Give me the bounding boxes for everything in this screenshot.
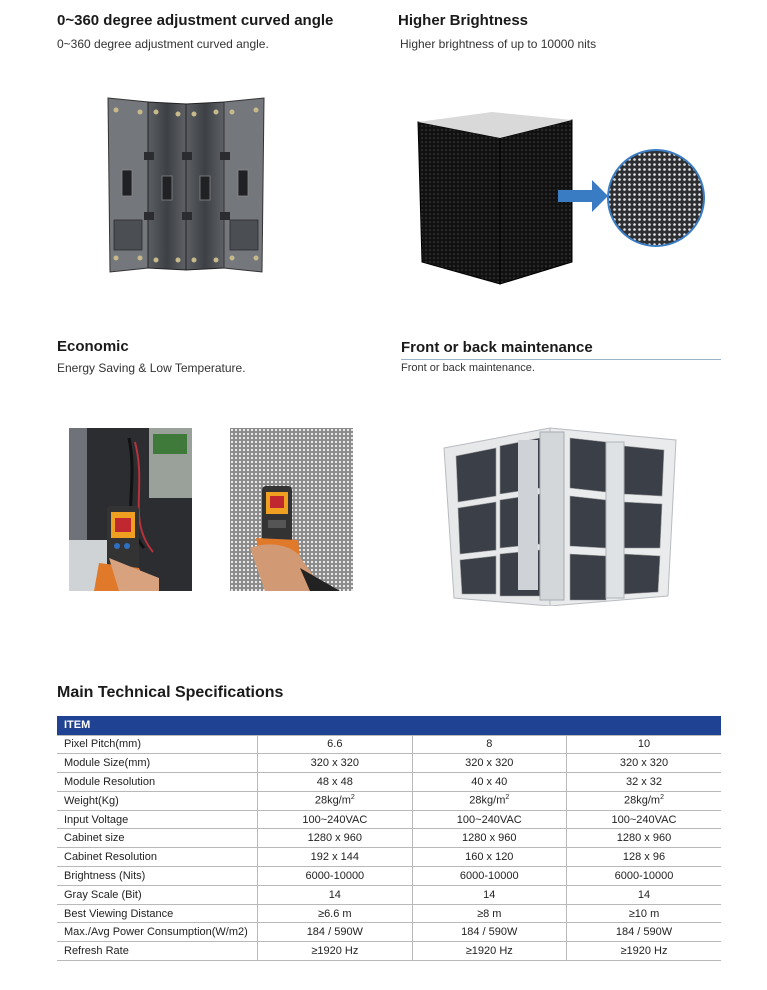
spec-row xyxy=(57,923,721,942)
spec-title: Main Technical Specifications xyxy=(57,684,284,701)
spec-row-value xyxy=(567,735,722,754)
curved-title: 0~360 degree adjustment curved angle xyxy=(57,12,334,29)
spec-row xyxy=(57,829,721,848)
spec-value-text: ≥8 m xyxy=(477,907,502,920)
spec-value-text: 128 x 96 xyxy=(622,851,666,864)
spec-row xyxy=(57,735,721,754)
spec-row-label: Module Size(mm) xyxy=(57,754,258,773)
spec-value-text: 10 xyxy=(637,738,651,751)
spec-value-text: ≥1920 Hz xyxy=(465,945,513,958)
spec-row-value xyxy=(258,754,412,773)
spec-row xyxy=(57,810,721,829)
spec-row-label: Gray Scale (Bit) xyxy=(57,885,258,904)
thermometer-photo-screen xyxy=(230,428,353,591)
spec-value-text: 6000-10000 xyxy=(459,869,519,882)
spec-value-text: ≥1920 Hz xyxy=(311,945,359,958)
brightness-title: Higher Brightness xyxy=(398,12,529,29)
economic-desc: Energy Saving & Low Temperature. xyxy=(57,361,246,375)
maintenance-desc: Front or back maintenance. xyxy=(401,362,535,374)
spec-row-value xyxy=(567,867,722,886)
spec-row-label: Best Viewing Distance xyxy=(57,904,258,923)
spec-row-value xyxy=(567,923,722,942)
spec-value-text: 14 xyxy=(483,888,496,901)
spec-row-value xyxy=(412,810,566,829)
spec-row-label: Max./Avg Power Consumption(W/m2) xyxy=(57,923,258,942)
spec-row-value xyxy=(567,829,722,848)
spec-row-value xyxy=(412,885,566,904)
spec-table xyxy=(57,716,721,961)
spec-row-value xyxy=(567,773,722,792)
spec-value-superscript: 2 xyxy=(505,794,510,802)
spec-row xyxy=(57,885,721,904)
spec-row xyxy=(57,904,721,923)
spec-row-value xyxy=(412,829,566,848)
curved-module-image xyxy=(100,92,272,278)
spec-value-text: 28kg/m xyxy=(469,795,506,808)
spec-value-text: ≥10 m xyxy=(628,907,660,920)
maintenance-cabinet-image xyxy=(440,420,680,606)
spec-row-value xyxy=(258,848,412,867)
spec-value-text: 1280 x 960 xyxy=(616,832,672,845)
spec-value-superscript: 2 xyxy=(350,794,355,802)
spec-value-text: 100~240VAC xyxy=(302,813,368,826)
spec-row xyxy=(57,754,721,773)
curved-desc: 0~360 degree adjustment curved angle. xyxy=(57,37,269,51)
economic-title: Economic xyxy=(57,338,129,355)
spec-value-text: 14 xyxy=(328,888,341,901)
thermometer-photo-cabinet xyxy=(69,428,192,591)
maintenance-underline xyxy=(401,359,721,360)
spec-row-value xyxy=(412,791,566,810)
spec-row-value xyxy=(412,923,566,942)
spec-row-value xyxy=(258,735,412,754)
spec-row xyxy=(57,773,721,792)
spec-row-value xyxy=(412,754,566,773)
spec-value-text: 100~240VAC xyxy=(456,813,522,826)
spec-row-label: Refresh Rate xyxy=(57,942,258,961)
spec-row-value xyxy=(567,942,722,961)
spec-row-value xyxy=(258,810,412,829)
spec-value-text: ≥1920 Hz xyxy=(620,945,668,958)
spec-row-value xyxy=(258,923,412,942)
spec-value-text: 184 / 590W xyxy=(306,926,363,939)
spec-row-value xyxy=(258,829,412,848)
spec-value-text: 40 x 40 xyxy=(471,775,508,788)
spec-row-value xyxy=(258,942,412,961)
spec-value-text: 6000-10000 xyxy=(305,869,365,882)
spec-value-text: 1280 x 960 xyxy=(462,832,517,845)
spec-value-text: 160 x 120 xyxy=(465,851,514,864)
maintenance-title: Front or back maintenance xyxy=(401,339,593,356)
spec-row-value xyxy=(258,904,412,923)
spec-row-label: Input Voltage xyxy=(57,810,258,829)
spec-value-text: 1280 x 960 xyxy=(307,832,363,845)
spec-row-label: Pixel Pitch(mm) xyxy=(57,735,258,754)
spec-row-value xyxy=(412,773,566,792)
spec-value-text: 28kg/m xyxy=(624,795,661,808)
brightness-cube-image xyxy=(412,112,712,288)
spec-row xyxy=(57,791,721,810)
spec-value-text: 28kg/m xyxy=(314,795,351,808)
spec-value-text: 100~240VAC xyxy=(611,813,677,826)
spec-value-text: ≥6.6 m xyxy=(318,907,352,920)
spec-row-value xyxy=(412,867,566,886)
spec-header-item: ITEM xyxy=(57,716,721,735)
spec-value-text: 320 x 320 xyxy=(310,757,359,770)
spec-row-value xyxy=(567,904,722,923)
spec-row-value xyxy=(412,904,566,923)
spec-value-text: 8 xyxy=(486,738,493,751)
spec-value-text: 6.6 xyxy=(327,738,343,751)
spec-value-text: 14 xyxy=(637,888,651,901)
spec-value-text: 184 / 590W xyxy=(615,926,673,939)
spec-value-text: 320 x 320 xyxy=(619,757,669,770)
spec-row xyxy=(57,942,721,961)
spec-row-value xyxy=(258,773,412,792)
spec-row-value xyxy=(567,810,722,829)
spec-row-label: Module Resolution xyxy=(57,773,258,792)
spec-row-value xyxy=(567,885,722,904)
spec-row-value xyxy=(258,885,412,904)
spec-row-value xyxy=(412,848,566,867)
spec-value-text: 32 x 32 xyxy=(625,775,663,788)
spec-row-value xyxy=(567,791,722,810)
spec-row-value xyxy=(412,942,566,961)
spec-row-label: Weight(Kg) xyxy=(57,791,258,810)
spec-value-superscript: 2 xyxy=(660,794,664,802)
spec-row-value xyxy=(412,735,566,754)
spec-row-label: Brightness (Nits) xyxy=(57,867,258,886)
spec-row-value xyxy=(258,867,412,886)
spec-value-text: 48 x 48 xyxy=(316,775,353,788)
spec-value-text: 192 x 144 xyxy=(310,851,359,864)
spec-row-label: Cabinet size xyxy=(57,829,258,848)
spec-row-value xyxy=(567,848,722,867)
spec-row xyxy=(57,848,721,867)
spec-row-value xyxy=(567,754,722,773)
spec-row-value xyxy=(258,791,412,810)
spec-value-text: 320 x 320 xyxy=(465,757,514,770)
spec-header-row xyxy=(57,716,721,735)
brightness-desc: Higher brightness of up to 10000 nits xyxy=(400,37,597,51)
spec-value-text: 184 / 590W xyxy=(461,926,518,939)
spec-row xyxy=(57,867,721,886)
spec-row-label: Cabinet Resolution xyxy=(57,848,258,867)
spec-value-text: 6000-10000 xyxy=(614,869,674,882)
